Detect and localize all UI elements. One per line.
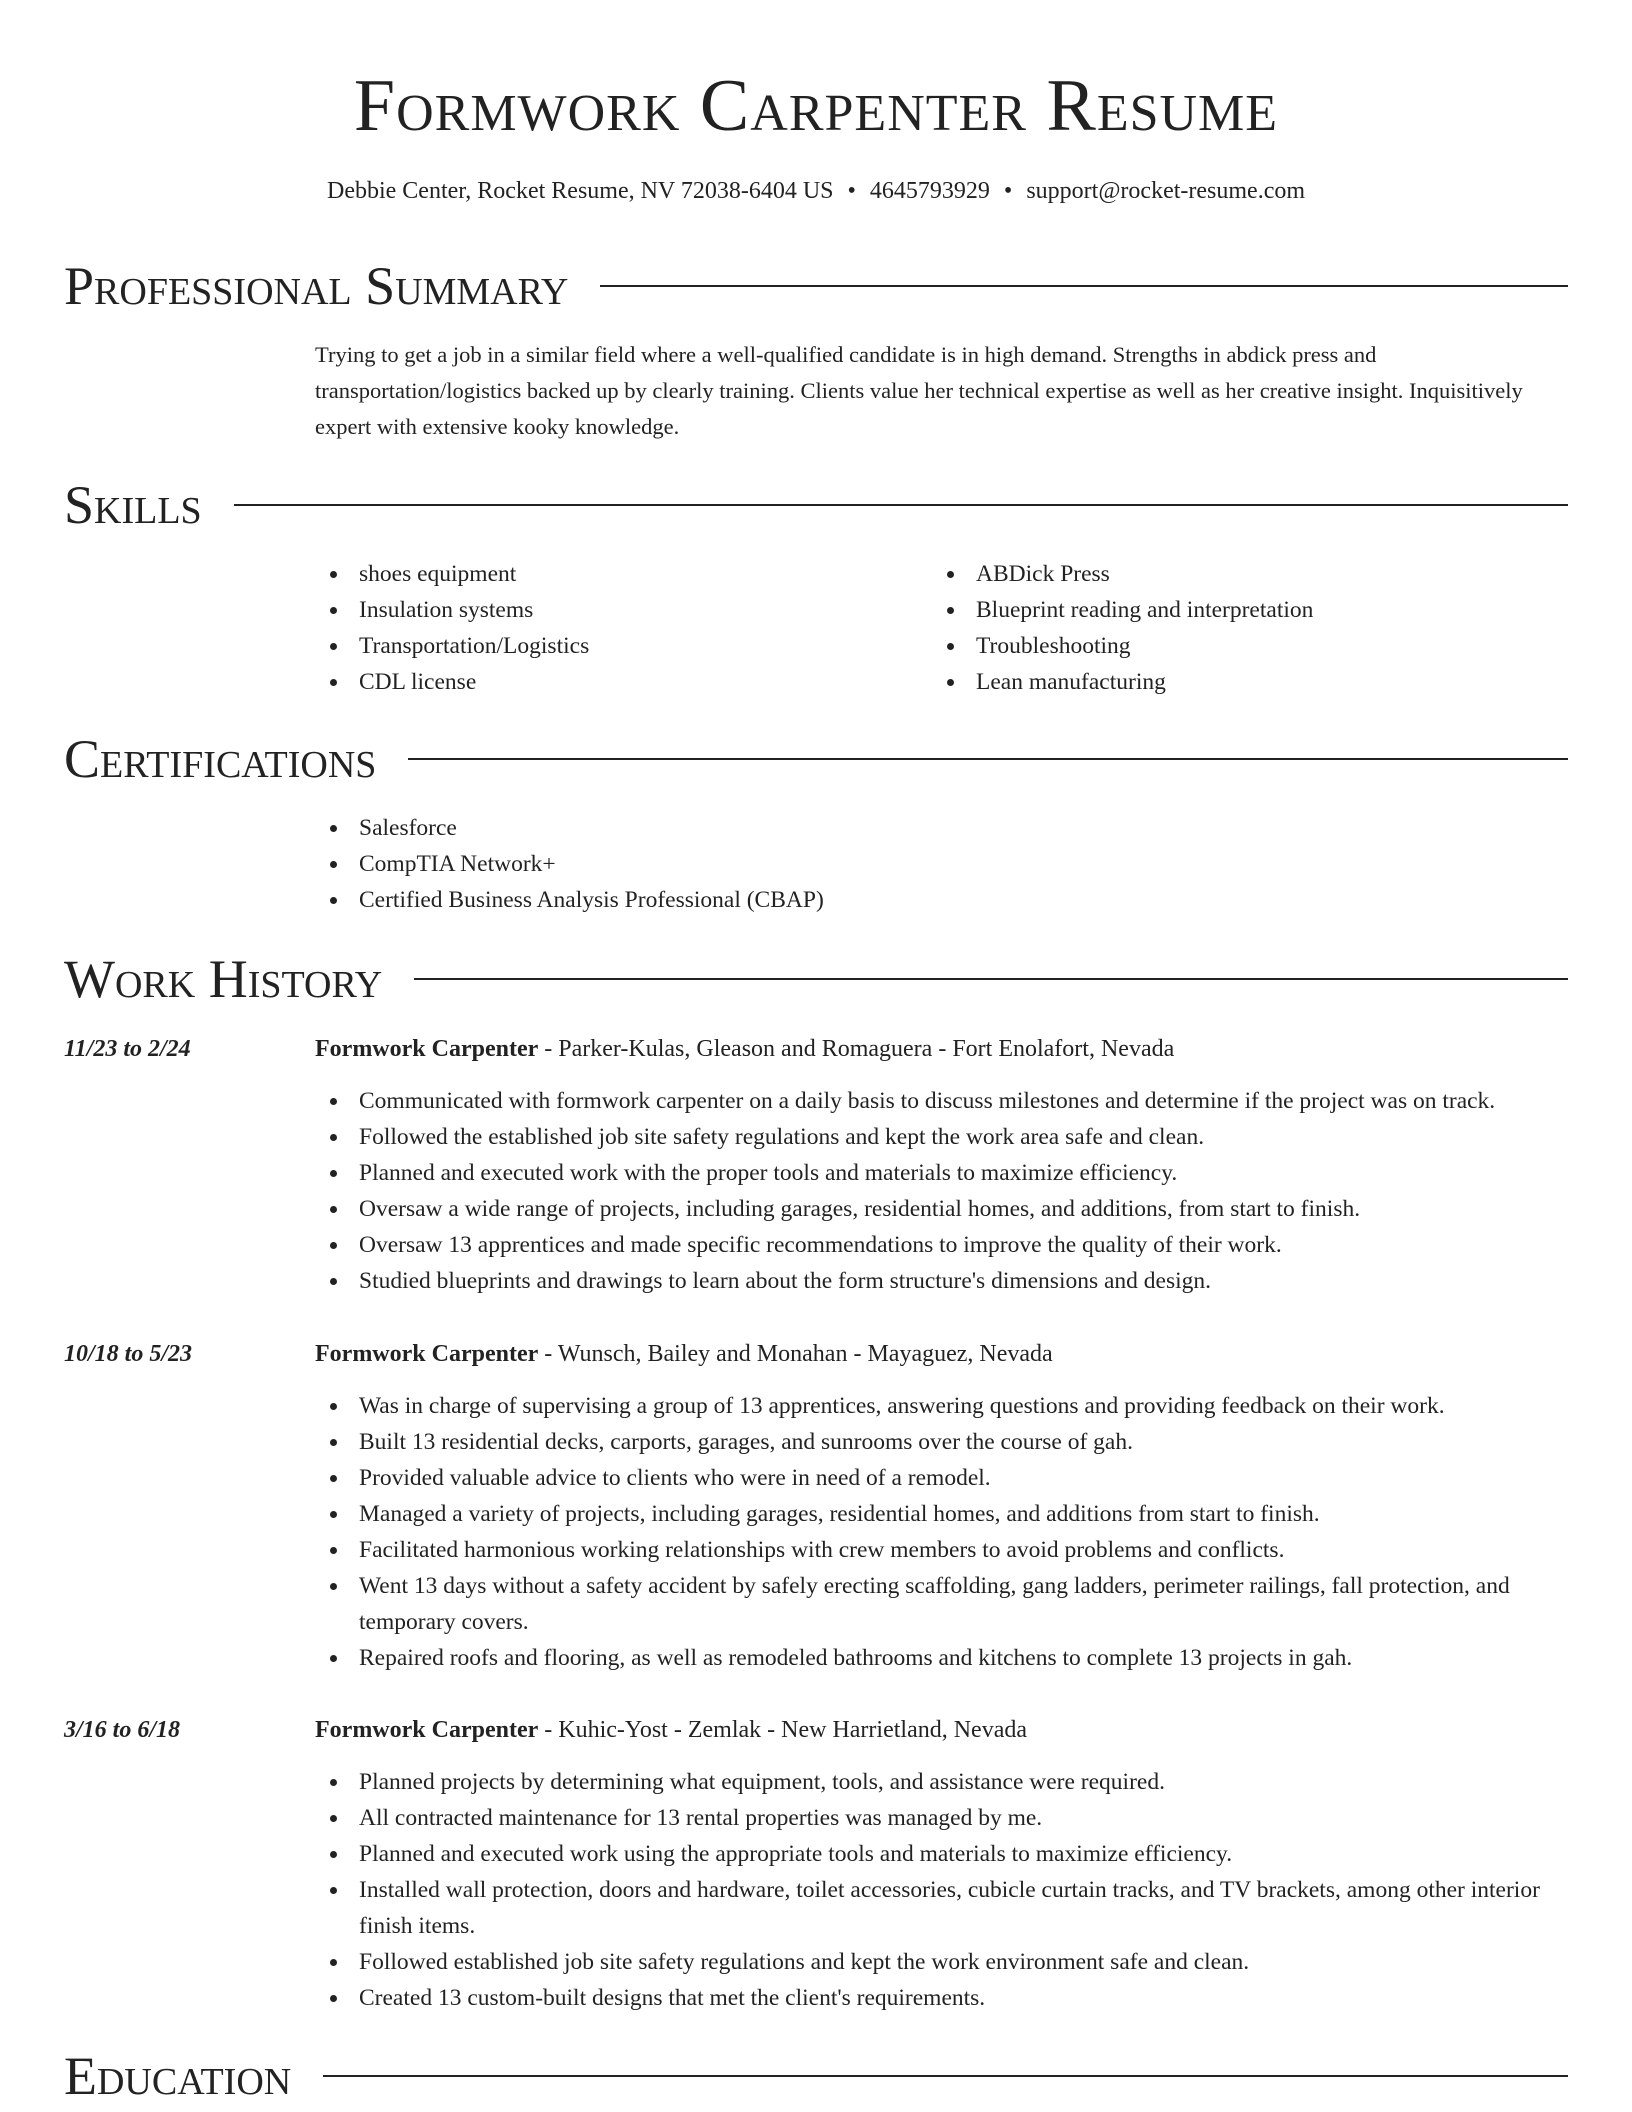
summary-section-header bbox=[64, 254, 1568, 318]
job-bullet: Oversaw a wide range of projects, including garages, residential homes, and additions, from start to finish. bbox=[315, 1191, 1578, 1227]
job-title-line bbox=[315, 1712, 1575, 1748]
summary-heading: Professional Summary bbox=[64, 256, 569, 316]
skill-item: Lean manufacturing bbox=[932, 664, 1532, 700]
job-bullet: All contracted maintenance for 13 rental properties was managed by me. bbox=[315, 1800, 1578, 1836]
certifications-heading: Certifications bbox=[64, 729, 377, 789]
job-dates: 10/18 to 5/23 bbox=[64, 1341, 193, 1367]
job-bullet: Repaired roofs and flooring, as well as remodeled bathrooms and kitchens to complete 13 projects in gah. bbox=[315, 1640, 1578, 1676]
job-role: Formwork Carpenter bbox=[315, 1341, 539, 1367]
skills-list-left bbox=[315, 556, 915, 700]
certifications-list bbox=[315, 810, 1315, 918]
job-bullet: Provided valuable advice to clients who were in need of a remodel. bbox=[315, 1460, 1578, 1496]
job-role: Formwork Carpenter bbox=[315, 1717, 539, 1743]
section-divider bbox=[408, 758, 1568, 760]
job-bullet: Went 13 days without a safety accident by safely erecting scaffolding, gang ladders, perimeter railings, fall protection, and temporary covers. bbox=[315, 1568, 1578, 1640]
contact-email: support@rocket-resume.com bbox=[1026, 178, 1306, 204]
job-bullet: Was in charge of supervising a group of 13 apprentices, answering questions and providing feedback on their work. bbox=[315, 1388, 1578, 1424]
skill-item: ABDick Press bbox=[932, 556, 1532, 592]
job-bullet: Oversaw 13 apprentices and made specific recommendations to improve the quality of their work. bbox=[315, 1227, 1578, 1263]
job-bullet: Installed wall protection, doors and hardware, toilet accessories, cubicle curtain tracks, and TV brackets, among other interior finish items. bbox=[315, 1872, 1578, 1944]
job-bullet: Followed the established job site safety regulations and kept the work area safe and clean. bbox=[315, 1119, 1578, 1155]
job-employer: - Wunsch, Bailey and Monahan - Mayaguez, Nevada bbox=[538, 1341, 1053, 1367]
contact-phone: 4645793929 bbox=[869, 178, 990, 204]
skill-item: shoes equipment bbox=[315, 556, 915, 592]
contact-address: Debbie Center, Rocket Resume, NV 72038-6404 US bbox=[326, 178, 834, 204]
skill-item: Blueprint reading and interpretation bbox=[932, 592, 1532, 628]
skill-item: Insulation systems bbox=[315, 592, 915, 628]
section-divider bbox=[600, 285, 1568, 287]
job-bullets bbox=[315, 1764, 1578, 2016]
certification-item: Salesforce bbox=[315, 810, 1315, 846]
job-bullet: Built 13 residential decks, carports, garages, and sunrooms over the course of gah. bbox=[315, 1424, 1578, 1460]
job-bullets bbox=[315, 1388, 1578, 1676]
education-section-header bbox=[64, 2044, 1568, 2108]
work-history-heading: Work History bbox=[64, 949, 383, 1009]
skill-item: CDL license bbox=[315, 664, 915, 700]
work-history-section-header bbox=[64, 947, 1568, 1011]
section-divider bbox=[234, 504, 1568, 506]
certification-item: CompTIA Network+ bbox=[315, 846, 1315, 882]
contact-separator: • bbox=[1003, 178, 1013, 204]
section-divider bbox=[414, 978, 1568, 980]
job-bullet: Planned projects by determining what equipment, tools, and assistance were required. bbox=[315, 1764, 1578, 1800]
job-role: Formwork Carpenter bbox=[315, 1036, 539, 1062]
education-heading: Education bbox=[64, 2046, 292, 2106]
job-bullet: Managed a variety of projects, including garages, residential homes, and additions from start to finish. bbox=[315, 1496, 1578, 1532]
job-bullet: Created 13 custom-built designs that met the client's requirements. bbox=[315, 1980, 1578, 2016]
skills-section-header bbox=[64, 473, 1568, 537]
job-dates: 3/16 to 6/18 bbox=[64, 1717, 181, 1743]
job-bullets bbox=[315, 1083, 1578, 1299]
section-divider bbox=[323, 2075, 1568, 2077]
job-title-line bbox=[315, 1336, 1575, 1372]
job-employer: - Kuhic-Yost - Zemlak - New Harrietland, Nevada bbox=[538, 1717, 1028, 1743]
job-bullet: Planned and executed work with the proper tools and materials to maximize efficiency. bbox=[315, 1155, 1578, 1191]
skill-item: Transportation/Logistics bbox=[315, 628, 915, 664]
job-bullet: Followed established job site safety regulations and kept the work environment safe and clean. bbox=[315, 1944, 1578, 1980]
skills-list-right bbox=[932, 556, 1532, 700]
certification-item: Certified Business Analysis Professional (CBAP) bbox=[315, 882, 1315, 918]
job-employer: - Parker-Kulas, Gleason and Romaguera - Fort Enolafort, Nevada bbox=[538, 1036, 1175, 1062]
contact-separator: • bbox=[847, 178, 856, 204]
skills-heading: Skills bbox=[64, 475, 202, 535]
summary-text: Trying to get a job in a similar field where a well-qualified candidate is in high demand. Strengths in abdick press and transportation/logistics backed up by clearly training. Clients value her technical expertise as well as her creative insight. Inquisitively expert with extensive kooky knowledge. bbox=[315, 342, 1523, 439]
resume-title: Formwork Carpenter Resume bbox=[353, 65, 1279, 147]
job-dates: 11/23 to 2/24 bbox=[64, 1036, 191, 1062]
job-bullet: Planned and executed work using the appropriate tools and materials to maximize efficiency. bbox=[315, 1836, 1578, 1872]
contact-line bbox=[0, 174, 1632, 208]
job-title-line bbox=[315, 1031, 1575, 1067]
skill-item: Troubleshooting bbox=[932, 628, 1532, 664]
job-bullet: Studied blueprints and drawings to learn about the form structure's dimensions and design. bbox=[315, 1263, 1578, 1299]
job-bullet: Facilitated harmonious working relationships with crew members to avoid problems and conflicts. bbox=[315, 1532, 1578, 1568]
certifications-section-header bbox=[64, 727, 1568, 791]
job-bullet: Communicated with formwork carpenter on a daily basis to discuss milestones and determine if the project was on track. bbox=[315, 1083, 1578, 1119]
